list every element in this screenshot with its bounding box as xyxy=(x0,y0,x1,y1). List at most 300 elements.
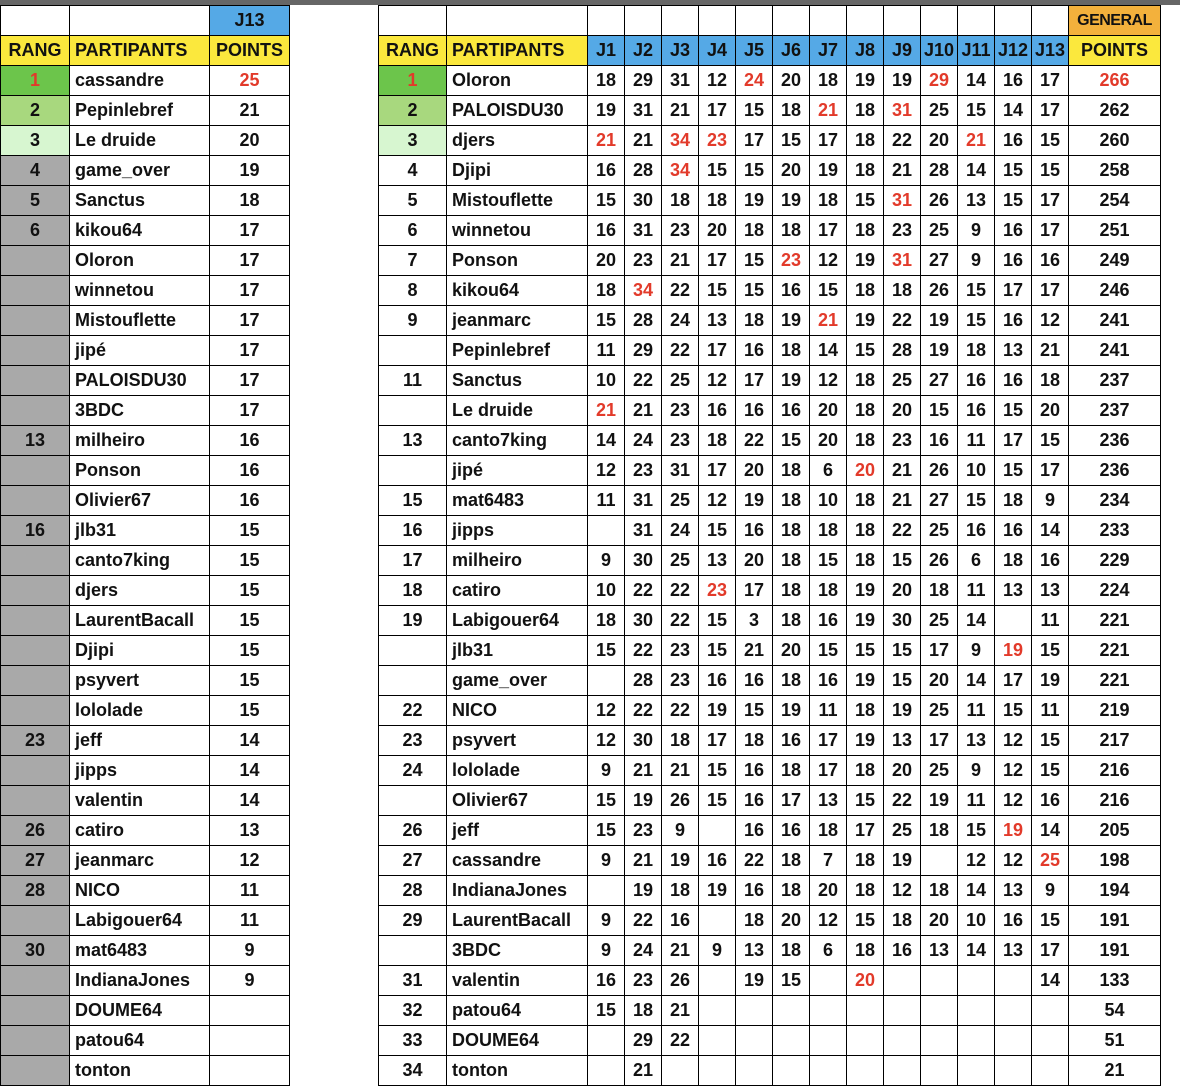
points-cell[interactable]: 17 xyxy=(210,306,290,336)
score-cell[interactable] xyxy=(847,1026,884,1056)
score-cell[interactable]: 15 xyxy=(847,786,884,816)
score-cell[interactable]: 15 xyxy=(995,156,1032,186)
score-cell[interactable]: 17 xyxy=(699,96,736,126)
score-cell[interactable]: 16 xyxy=(736,756,773,786)
score-cell[interactable]: 16 xyxy=(921,426,958,456)
rank-cell[interactable]: 6 xyxy=(379,216,447,246)
rank-cell[interactable]: 17 xyxy=(379,546,447,576)
rank-cell[interactable] xyxy=(1,1026,70,1056)
total-cell[interactable]: 236 xyxy=(1069,456,1161,486)
score-cell[interactable]: 17 xyxy=(995,426,1032,456)
points-cell[interactable]: 15 xyxy=(210,696,290,726)
score-cell[interactable]: 15 xyxy=(1032,726,1069,756)
cell-blank[interactable] xyxy=(447,6,588,36)
total-cell[interactable]: 237 xyxy=(1069,396,1161,426)
score-cell[interactable]: 17 xyxy=(736,576,773,606)
rank-cell[interactable]: 16 xyxy=(379,516,447,546)
day-header-j11[interactable]: J11 xyxy=(958,36,995,66)
score-cell[interactable]: 18 xyxy=(773,96,810,126)
score-cell[interactable]: 23 xyxy=(662,666,699,696)
participant-cell[interactable]: milheiro xyxy=(70,426,210,456)
score-cell[interactable]: 11 xyxy=(958,426,995,456)
score-cell[interactable]: 19 xyxy=(736,186,773,216)
score-cell[interactable]: 16 xyxy=(995,366,1032,396)
cell-blank[interactable] xyxy=(736,6,773,36)
score-cell[interactable]: 15 xyxy=(699,636,736,666)
score-cell[interactable]: 34 xyxy=(662,126,699,156)
score-cell[interactable]: 15 xyxy=(810,636,847,666)
score-cell[interactable]: 16 xyxy=(958,396,995,426)
score-cell[interactable]: 21 xyxy=(736,636,773,666)
score-cell[interactable]: 15 xyxy=(847,336,884,366)
score-cell[interactable]: 21 xyxy=(884,156,921,186)
score-cell[interactable]: 18 xyxy=(847,126,884,156)
score-cell[interactable]: 21 xyxy=(1032,336,1069,366)
score-cell[interactable]: 24 xyxy=(625,426,662,456)
score-cell[interactable]: 15 xyxy=(958,816,995,846)
score-cell[interactable]: 10 xyxy=(588,576,625,606)
score-cell[interactable]: 26 xyxy=(921,186,958,216)
score-cell[interactable]: 18 xyxy=(847,876,884,906)
points-cell[interactable]: 20 xyxy=(210,126,290,156)
points-cell[interactable]: 15 xyxy=(210,606,290,636)
score-cell[interactable]: 31 xyxy=(625,216,662,246)
score-cell[interactable] xyxy=(773,996,810,1026)
score-cell[interactable]: 9 xyxy=(588,756,625,786)
score-cell[interactable]: 15 xyxy=(1032,636,1069,666)
score-cell[interactable]: 22 xyxy=(662,696,699,726)
score-cell[interactable]: 29 xyxy=(625,66,662,96)
rank-cell[interactable] xyxy=(1,486,70,516)
participant-cell[interactable]: DOUME64 xyxy=(70,996,210,1026)
score-cell[interactable]: 9 xyxy=(958,246,995,276)
score-cell[interactable]: 25 xyxy=(921,216,958,246)
score-cell[interactable]: 30 xyxy=(625,726,662,756)
score-cell[interactable]: 18 xyxy=(847,396,884,426)
rank-cell[interactable] xyxy=(1,396,70,426)
points-cell[interactable]: 9 xyxy=(210,936,290,966)
score-cell[interactable]: 18 xyxy=(1032,366,1069,396)
score-cell[interactable]: 13 xyxy=(884,726,921,756)
score-cell[interactable]: 16 xyxy=(810,666,847,696)
score-cell[interactable]: 17 xyxy=(921,726,958,756)
score-cell[interactable]: 15 xyxy=(847,186,884,216)
rank-cell[interactable] xyxy=(1,576,70,606)
score-cell[interactable]: 23 xyxy=(625,816,662,846)
participant-cell[interactable]: jlb31 xyxy=(447,636,588,666)
cell-blank[interactable] xyxy=(379,6,447,36)
score-cell[interactable]: 9 xyxy=(662,816,699,846)
rank-cell[interactable]: 34 xyxy=(379,1056,447,1086)
score-cell[interactable]: 16 xyxy=(1032,786,1069,816)
participant-cell[interactable]: mat6483 xyxy=(70,936,210,966)
score-cell[interactable]: 15 xyxy=(1032,426,1069,456)
score-cell[interactable]: 25 xyxy=(921,696,958,726)
score-cell[interactable]: 18 xyxy=(773,846,810,876)
participant-cell[interactable]: mat6483 xyxy=(447,486,588,516)
rank-cell[interactable]: 22 xyxy=(379,696,447,726)
score-cell[interactable]: 17 xyxy=(1032,276,1069,306)
score-cell[interactable]: 19 xyxy=(699,876,736,906)
day-header-j2[interactable]: J2 xyxy=(625,36,662,66)
score-cell[interactable]: 20 xyxy=(699,216,736,246)
score-cell[interactable]: 15 xyxy=(773,966,810,996)
points-cell[interactable] xyxy=(210,1056,290,1086)
points-cell[interactable]: 15 xyxy=(210,576,290,606)
rank-cell[interactable]: 23 xyxy=(1,726,70,756)
score-cell[interactable]: 15 xyxy=(699,786,736,816)
score-cell[interactable]: 15 xyxy=(736,246,773,276)
score-cell[interactable]: 19 xyxy=(773,186,810,216)
score-cell[interactable]: 14 xyxy=(958,936,995,966)
score-cell[interactable]: 31 xyxy=(662,66,699,96)
score-cell[interactable]: 19 xyxy=(921,336,958,366)
score-cell[interactable]: 23 xyxy=(699,126,736,156)
score-cell[interactable]: 18 xyxy=(736,906,773,936)
total-cell[interactable]: 266 xyxy=(1069,66,1161,96)
rank-cell[interactable]: 11 xyxy=(379,366,447,396)
score-cell[interactable]: 19 xyxy=(847,726,884,756)
score-cell[interactable]: 23 xyxy=(699,576,736,606)
score-cell[interactable]: 34 xyxy=(625,276,662,306)
score-cell[interactable] xyxy=(1032,1056,1069,1086)
participant-cell[interactable]: catiro xyxy=(70,816,210,846)
total-cell[interactable]: 251 xyxy=(1069,216,1161,246)
participant-cell[interactable]: game_over xyxy=(447,666,588,696)
score-cell[interactable]: 17 xyxy=(847,816,884,846)
score-cell[interactable]: 18 xyxy=(773,576,810,606)
score-cell[interactable]: 20 xyxy=(773,636,810,666)
total-cell[interactable]: 221 xyxy=(1069,606,1161,636)
score-cell[interactable]: 15 xyxy=(588,786,625,816)
score-cell[interactable]: 25 xyxy=(884,816,921,846)
rank-cell[interactable]: 28 xyxy=(379,876,447,906)
score-cell[interactable]: 22 xyxy=(662,606,699,636)
participant-cell[interactable]: Labigouer64 xyxy=(70,906,210,936)
score-cell[interactable]: 19 xyxy=(773,306,810,336)
score-cell[interactable]: 16 xyxy=(736,516,773,546)
score-cell[interactable]: 16 xyxy=(773,276,810,306)
score-cell[interactable]: 12 xyxy=(810,906,847,936)
score-cell[interactable]: 19 xyxy=(847,246,884,276)
score-cell[interactable]: 15 xyxy=(810,276,847,306)
score-cell[interactable]: 19 xyxy=(773,696,810,726)
score-cell[interactable]: 22 xyxy=(625,366,662,396)
score-cell[interactable]: 18 xyxy=(847,366,884,396)
score-cell[interactable]: 19 xyxy=(921,786,958,816)
score-cell[interactable]: 18 xyxy=(810,816,847,846)
score-cell[interactable]: 17 xyxy=(810,726,847,756)
total-cell[interactable]: 216 xyxy=(1069,756,1161,786)
score-cell[interactable]: 21 xyxy=(625,756,662,786)
score-cell[interactable]: 14 xyxy=(958,666,995,696)
score-cell[interactable]: 14 xyxy=(958,156,995,186)
score-cell[interactable] xyxy=(810,996,847,1026)
points-cell[interactable]: 15 xyxy=(210,516,290,546)
total-cell[interactable]: 54 xyxy=(1069,996,1161,1026)
score-cell[interactable]: 16 xyxy=(588,156,625,186)
score-cell[interactable]: 14 xyxy=(995,96,1032,126)
score-cell[interactable]: 15 xyxy=(699,156,736,186)
score-cell[interactable]: 19 xyxy=(810,156,847,186)
score-cell[interactable]: 18 xyxy=(847,156,884,186)
total-cell[interactable]: 217 xyxy=(1069,726,1161,756)
rang-header[interactable]: RANG xyxy=(379,36,447,66)
score-cell[interactable]: 15 xyxy=(1032,126,1069,156)
total-cell[interactable]: 221 xyxy=(1069,666,1161,696)
score-cell[interactable] xyxy=(810,966,847,996)
points-cell[interactable]: 11 xyxy=(210,876,290,906)
score-cell[interactable]: 22 xyxy=(736,426,773,456)
rank-cell[interactable]: 29 xyxy=(379,906,447,936)
cell-blank[interactable] xyxy=(995,6,1032,36)
points-cell[interactable]: 11 xyxy=(210,906,290,936)
score-cell[interactable]: 15 xyxy=(588,996,625,1026)
participant-cell[interactable]: DOUME64 xyxy=(447,1026,588,1056)
score-cell[interactable]: 19 xyxy=(625,876,662,906)
score-cell[interactable]: 16 xyxy=(1032,546,1069,576)
participant-cell[interactable]: Sanctus xyxy=(447,366,588,396)
points-cell[interactable]: 17 xyxy=(210,276,290,306)
score-cell[interactable]: 19 xyxy=(995,816,1032,846)
points-cell[interactable]: 16 xyxy=(210,486,290,516)
participant-cell[interactable]: Sanctus xyxy=(70,186,210,216)
score-cell[interactable]: 22 xyxy=(625,906,662,936)
score-cell[interactable]: 16 xyxy=(995,906,1032,936)
rank-cell[interactable]: 1 xyxy=(1,66,70,96)
rank-cell[interactable]: 5 xyxy=(1,186,70,216)
score-cell[interactable]: 9 xyxy=(958,756,995,786)
score-cell[interactable]: 12 xyxy=(588,696,625,726)
points-cell[interactable]: 17 xyxy=(210,216,290,246)
score-cell[interactable]: 16 xyxy=(736,876,773,906)
score-cell[interactable]: 17 xyxy=(736,366,773,396)
score-cell[interactable]: 18 xyxy=(847,486,884,516)
participant-cell[interactable]: psyvert xyxy=(70,666,210,696)
score-cell[interactable]: 16 xyxy=(995,306,1032,336)
day-header-j10[interactable]: J10 xyxy=(921,36,958,66)
score-cell[interactable]: 16 xyxy=(699,846,736,876)
score-cell[interactable]: 9 xyxy=(958,216,995,246)
rank-cell[interactable]: 4 xyxy=(1,156,70,186)
score-cell[interactable]: 18 xyxy=(995,486,1032,516)
score-cell[interactable] xyxy=(588,1026,625,1056)
score-cell[interactable]: 7 xyxy=(810,846,847,876)
score-cell[interactable]: 14 xyxy=(958,606,995,636)
score-cell[interactable]: 26 xyxy=(921,276,958,306)
score-cell[interactable]: 12 xyxy=(995,726,1032,756)
score-cell[interactable]: 17 xyxy=(1032,66,1069,96)
rank-cell[interactable] xyxy=(1,276,70,306)
score-cell[interactable]: 12 xyxy=(884,876,921,906)
score-cell[interactable]: 14 xyxy=(958,876,995,906)
score-cell[interactable]: 23 xyxy=(662,216,699,246)
score-cell[interactable]: 6 xyxy=(810,456,847,486)
score-cell[interactable]: 18 xyxy=(773,546,810,576)
day-header-j6[interactable]: J6 xyxy=(773,36,810,66)
score-cell[interactable]: 10 xyxy=(958,906,995,936)
score-cell[interactable]: 14 xyxy=(588,426,625,456)
score-cell[interactable]: 23 xyxy=(625,456,662,486)
score-cell[interactable] xyxy=(921,996,958,1026)
score-cell[interactable]: 14 xyxy=(1032,516,1069,546)
rank-cell[interactable] xyxy=(1,456,70,486)
score-cell[interactable]: 18 xyxy=(773,456,810,486)
score-cell[interactable]: 20 xyxy=(847,456,884,486)
score-cell[interactable]: 18 xyxy=(847,546,884,576)
score-cell[interactable]: 31 xyxy=(662,456,699,486)
cell-blank[interactable] xyxy=(810,6,847,36)
score-cell[interactable]: 17 xyxy=(1032,936,1069,966)
score-cell[interactable]: 20 xyxy=(773,156,810,186)
score-cell[interactable]: 24 xyxy=(662,516,699,546)
score-cell[interactable]: 18 xyxy=(699,426,736,456)
score-cell[interactable]: 28 xyxy=(921,156,958,186)
rank-cell[interactable]: 26 xyxy=(1,816,70,846)
rank-cell[interactable] xyxy=(1,636,70,666)
score-cell[interactable] xyxy=(958,996,995,1026)
points-cell[interactable]: 15 xyxy=(210,546,290,576)
score-cell[interactable]: 18 xyxy=(773,606,810,636)
score-cell[interactable]: 15 xyxy=(921,396,958,426)
total-cell[interactable]: 233 xyxy=(1069,516,1161,546)
participant-cell[interactable]: psyvert xyxy=(447,726,588,756)
score-cell[interactable]: 15 xyxy=(884,546,921,576)
score-cell[interactable]: 25 xyxy=(662,486,699,516)
score-cell[interactable]: 18 xyxy=(847,96,884,126)
participant-cell[interactable]: Ponson xyxy=(447,246,588,276)
points-cell[interactable]: 16 xyxy=(210,426,290,456)
rank-cell[interactable]: 16 xyxy=(1,516,70,546)
score-cell[interactable] xyxy=(847,1056,884,1086)
score-cell[interactable]: 19 xyxy=(773,366,810,396)
score-cell[interactable] xyxy=(736,1026,773,1056)
score-cell[interactable]: 11 xyxy=(810,696,847,726)
score-cell[interactable]: 14 xyxy=(1032,966,1069,996)
score-cell[interactable]: 17 xyxy=(1032,186,1069,216)
weekly-day-label[interactable]: J13 xyxy=(210,6,290,36)
score-cell[interactable]: 12 xyxy=(995,846,1032,876)
score-cell[interactable]: 13 xyxy=(699,546,736,576)
rank-cell[interactable] xyxy=(1,336,70,366)
score-cell[interactable]: 22 xyxy=(884,306,921,336)
score-cell[interactable]: 25 xyxy=(921,516,958,546)
score-cell[interactable]: 17 xyxy=(699,456,736,486)
score-cell[interactable]: 11 xyxy=(958,696,995,726)
score-cell[interactable]: 19 xyxy=(847,576,884,606)
score-cell[interactable]: 17 xyxy=(699,726,736,756)
participant-cell[interactable]: jipps xyxy=(447,516,588,546)
score-cell[interactable] xyxy=(921,966,958,996)
rank-cell[interactable] xyxy=(1,606,70,636)
score-cell[interactable]: 16 xyxy=(699,666,736,696)
score-cell[interactable]: 18 xyxy=(773,756,810,786)
score-cell[interactable]: 16 xyxy=(995,246,1032,276)
day-header-j9[interactable]: J9 xyxy=(884,36,921,66)
cell-blank[interactable] xyxy=(588,6,625,36)
score-cell[interactable]: 16 xyxy=(958,366,995,396)
score-cell[interactable] xyxy=(699,1056,736,1086)
general-label[interactable]: GENERAL xyxy=(1069,6,1161,36)
score-cell[interactable]: 21 xyxy=(625,126,662,156)
score-cell[interactable]: 20 xyxy=(588,246,625,276)
points-cell[interactable]: 14 xyxy=(210,726,290,756)
score-cell[interactable]: 18 xyxy=(847,696,884,726)
score-cell[interactable]: 18 xyxy=(847,516,884,546)
score-cell[interactable] xyxy=(588,876,625,906)
participant-cell[interactable]: IndianaJones xyxy=(447,876,588,906)
total-cell[interactable]: 246 xyxy=(1069,276,1161,306)
cell-blank[interactable] xyxy=(1,6,70,36)
score-cell[interactable]: 13 xyxy=(995,336,1032,366)
score-cell[interactable]: 19 xyxy=(736,966,773,996)
participant-cell[interactable]: Oloron xyxy=(70,246,210,276)
rank-cell[interactable]: 23 xyxy=(379,726,447,756)
score-cell[interactable]: 18 xyxy=(810,186,847,216)
score-cell[interactable]: 16 xyxy=(810,606,847,636)
score-cell[interactable] xyxy=(699,1026,736,1056)
score-cell[interactable] xyxy=(588,666,625,696)
score-cell[interactable] xyxy=(884,1056,921,1086)
rank-cell[interactable]: 33 xyxy=(379,1026,447,1056)
score-cell[interactable]: 30 xyxy=(625,606,662,636)
participant-cell[interactable]: Labigouer64 xyxy=(447,606,588,636)
score-cell[interactable]: 21 xyxy=(625,396,662,426)
score-cell[interactable] xyxy=(810,1056,847,1086)
score-cell[interactable]: 19 xyxy=(625,786,662,816)
score-cell[interactable]: 21 xyxy=(588,126,625,156)
participant-cell[interactable]: patou64 xyxy=(447,996,588,1026)
score-cell[interactable]: 27 xyxy=(921,486,958,516)
score-cell[interactable]: 18 xyxy=(773,486,810,516)
score-cell[interactable]: 31 xyxy=(625,96,662,126)
score-cell[interactable]: 9 xyxy=(588,846,625,876)
score-cell[interactable]: 25 xyxy=(884,366,921,396)
participant-cell[interactable]: Mistouflette xyxy=(447,186,588,216)
score-cell[interactable] xyxy=(588,1056,625,1086)
rank-cell[interactable]: 7 xyxy=(379,246,447,276)
score-cell[interactable]: 16 xyxy=(958,516,995,546)
total-points-header[interactable]: POINTS xyxy=(1069,36,1161,66)
points-cell[interactable]: 25 xyxy=(210,66,290,96)
score-cell[interactable]: 19 xyxy=(699,696,736,726)
score-cell[interactable]: 18 xyxy=(662,726,699,756)
score-cell[interactable]: 15 xyxy=(699,756,736,786)
score-cell[interactable]: 18 xyxy=(588,606,625,636)
score-cell[interactable]: 15 xyxy=(958,486,995,516)
rank-cell[interactable] xyxy=(1,966,70,996)
total-cell[interactable]: 241 xyxy=(1069,336,1161,366)
rank-cell[interactable] xyxy=(1,246,70,276)
rank-cell[interactable] xyxy=(379,396,447,426)
rank-cell[interactable]: 26 xyxy=(379,816,447,846)
cell-blank[interactable] xyxy=(699,6,736,36)
rank-cell[interactable]: 2 xyxy=(1,96,70,126)
score-cell[interactable]: 18 xyxy=(958,336,995,366)
score-cell[interactable]: 11 xyxy=(958,786,995,816)
score-cell[interactable] xyxy=(1032,1026,1069,1056)
participant-cell[interactable]: game_over xyxy=(70,156,210,186)
score-cell[interactable]: 9 xyxy=(1032,876,1069,906)
score-cell[interactable]: 23 xyxy=(884,426,921,456)
participant-cell[interactable]: kikou64 xyxy=(70,216,210,246)
score-cell[interactable]: 19 xyxy=(847,606,884,636)
participant-cell[interactable]: jeff xyxy=(447,816,588,846)
score-cell[interactable] xyxy=(699,906,736,936)
score-cell[interactable]: 13 xyxy=(921,936,958,966)
participant-cell[interactable]: 3BDC xyxy=(447,936,588,966)
score-cell[interactable]: 13 xyxy=(810,786,847,816)
